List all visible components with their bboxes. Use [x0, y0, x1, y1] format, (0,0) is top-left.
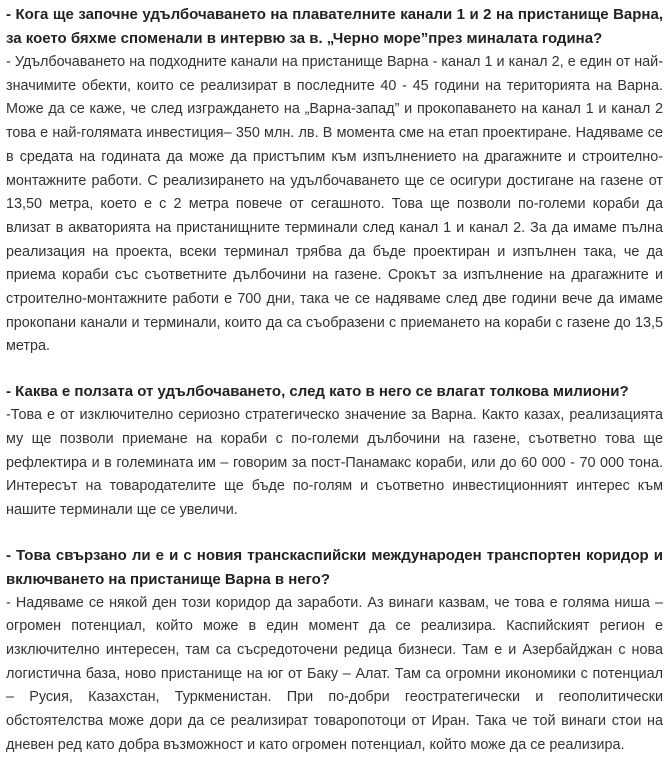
qa-block-2 — [6, 380, 663, 523]
question-2: - Каква е ползата от удълбочаването, след като в него се влагат толкова милиони? — [6, 383, 629, 401]
qa-block-1 — [6, 3, 663, 359]
answer-3: - Надяваме се някой ден този коридор да заработи. Аз винаги казвам, че това е голяма ниша – огромен потенциал, който може в един момент да се реализира. Каспийският регион е изключително интересен, там са съсредоточени редица бизнеси. Там е и Азербайджан с нова логистична база, ново пристанище на юг от Баку – Алат. Там са огромни икономики с потенциал – Русия, Казахстан, Туркменистан. При по-добри геостратегически и геополитически обстоятелства може дори да се реализират товаропотоци от Иран. Така че той винаги стои на дневен ред като добра възможност и като огромен потенциал, който може да се реализира. — [6, 594, 663, 753]
question-1: - Кога ще започне удълбочаването на плавателните канали 1 и 2 на пристанище Варна, за което бяхме споменали в интервю за в. „Черно море”през миналата година? — [6, 6, 663, 47]
answer-1: - Удълбочаването на подходните канали на пристанище Варна - канал 1 и канал 2, е един от най-значимите обекти, които се реализират в последните 40 - 45 години на територията на Варна. Може да се каже, че след изграждането на „Варна-запад” и прокопаването на канал 1 и канал 2 това е най-голямата инвестиция– 350 млн. лв. В момента сме на етап проектиране. Надяваме се в средата на годината да може да пристъпим към изпълнението на драгажните и строително-монтажните работи. С реализирането на удълбочаването ще се осигури достигане на газене от 13,50 метра, което е с 2 метра повече от сегашното. Това ще позволи по-големи кораби да влизат в акваторията на пристанищните терминали след канал 1 и канал 2. За да имаме пълна реализация на проекта, всеки терминал трябва да бъде проектиран и изпълнен така, че да приема кораби със съответните дълбочини на газене. Срокът за изпълнение на драгажните и строително-монтажните работи е 700 дни, така че се надяваме след две години вече да имаме прокопани канали и терминали, които да са съобразени с приемането на кораби с газене до 13,5 метра. — [6, 54, 663, 355]
question-3: - Това свързано ли е и с новия транскаспийски международен транспортен коридор и включването на пристанище Варна в него? — [6, 546, 663, 588]
answer-2: -Това е от изключително сериозно стратегическо значение за Варна. Както казах, реализацията му ще позволи приемане на кораби с по-големи дълбочини на газене, съответно това ще рефлектира и в големината им – говорим за пост-Панамакс кораби, или до 60 000 - 70 000 тона. Интересът на товародателите ще бъде по-голям и съответно инвестиционният интерес към нашите терминали ще се увеличи. — [6, 407, 663, 518]
qa-block-3 — [6, 544, 663, 758]
